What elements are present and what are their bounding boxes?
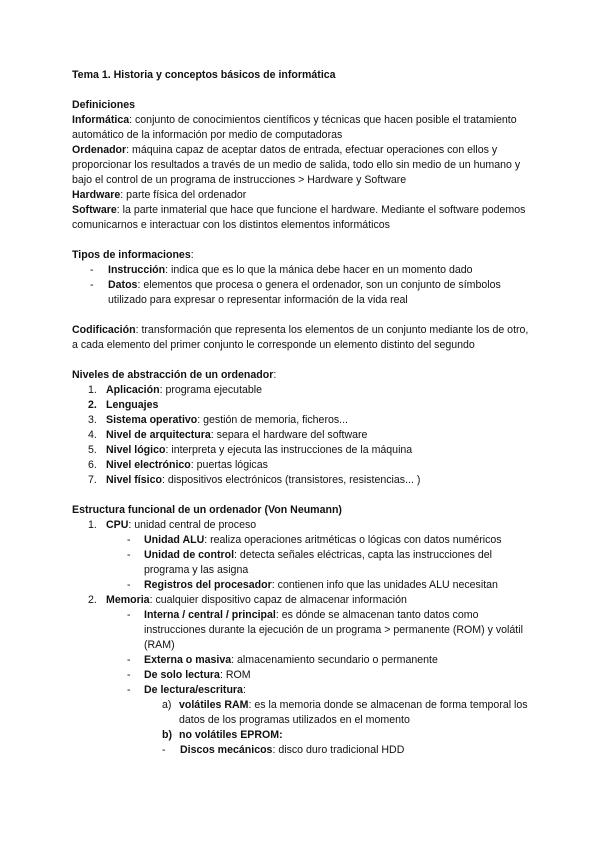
list-item-instruccion: - Instrucción: indica que es lo que la mánica debe hacer en un momento dado [90, 264, 473, 276]
def-informatica: Informática: conjunto de conocimientos científicos y técnicas que hacen posible el tratamiento automático de la información por medio de computadoras [72, 114, 517, 141]
discos-item: - Discos mecánicos: disco duro tradicional HDD [162, 744, 405, 756]
nivel-item: 5. Nivel lógico: interpreta y ejecuta las instrucciones de la máquina [88, 444, 413, 456]
document-body [72, 68, 532, 758]
definiciones-heading: Definiciones [72, 99, 135, 111]
lectura-sub-item: a) volátiles RAM: es la memoria donde se almacenan de forma temporal los datos de los programas utilizados en el momento [162, 699, 528, 726]
memoria-sub-item: - Externa o masiva: almacenamiento secundario o permanente [127, 654, 438, 666]
cpu-sub-item: - Registros del procesador: contienen info que las unidades ALU necesitan [127, 579, 498, 591]
nivel-item: 6. Nivel electrónico: puertas lógicas [88, 459, 268, 471]
nivel-item: 4. Nivel de arquitectura: separa el hardware del software [88, 429, 368, 441]
niveles-heading: Niveles de abstracción de un ordenador: [72, 369, 277, 381]
def-software: Software: la parte inmaterial que hace que funcione el hardware. Mediante el software podemos comunicarnos e interactuar con los distintos elementos informáticos [72, 204, 526, 231]
tipos-heading: Tipos de informaciones: [72, 249, 194, 261]
def-hardware: Hardware: parte física del ordenador [72, 189, 247, 201]
nivel-item: 3. Sistema operativo: gestión de memoria, ficheros... [88, 414, 348, 426]
memoria-sub-item: - De lectura/escritura: [127, 684, 246, 696]
estructura-cpu: 1. CPU: unidad central de proceso [88, 519, 257, 531]
nivel-item: 1. Aplicación: programa ejecutable [88, 384, 263, 396]
nivel-item: 7. Nivel físico: dispositivos electrónicos (transistores, resistencias... ) [88, 474, 421, 486]
memoria-sub-item: - De solo lectura: ROM [127, 669, 251, 681]
document-title: Tema 1. Historia y conceptos básicos de informática [72, 69, 336, 81]
nivel-item: 2. Lenguajes [88, 399, 159, 411]
memoria-sub-item: - Interna / central / principal: es dónde se almacenan tanto datos como instrucciones durante la ejecución de un programa > permanente (ROM) y volátil (RAM) [127, 609, 523, 651]
list-item-datos: - Datos: elementos que procesa o genera el ordenador, son un conjunto de símbolos utilizado para expresar o representar información de la vida real [90, 279, 501, 306]
lectura-sub-item: b) no volátiles EPROM: [162, 729, 283, 741]
estructura-heading: Estructura funcional de un ordenador (Von Neumann) [72, 504, 342, 516]
cpu-sub-item: - Unidad de control: detecta señales eléctricas, capta las instrucciones del programa y las asigna [127, 549, 492, 576]
estructura-memoria: 2. Memoria: cualquier dispositivo capaz de almacenar información [88, 594, 407, 606]
cpu-sub-item: - Unidad ALU: realiza operaciones aritméticas o lógicas con datos numéricos [127, 534, 502, 546]
codificacion-definition: Codificación: transformación que representa los elementos de un conjunto mediante los de otro, a cada elemento del primer conjunto le corresponde un elemento distinto del segundo [72, 324, 529, 351]
def-ordenador: Ordenador: máquina capaz de aceptar datos de entrada, efectuar operaciones con ellos y proporcionar los resultados a través de un medio de salida, todo ello sin medio de un humano y bajo el control de un programa de instrucciones > Hardware y Software [72, 144, 521, 186]
